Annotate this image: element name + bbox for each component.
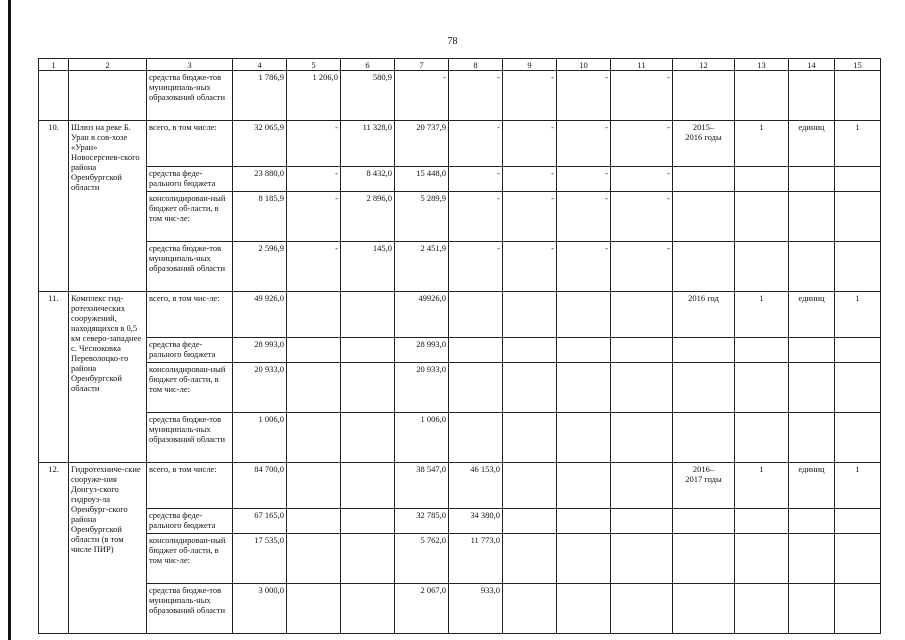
amount-c4: 67 165,0 [233, 509, 287, 534]
amount-c11 [611, 292, 673, 338]
page-edge-bar [8, 0, 11, 640]
cell-empty [835, 338, 881, 363]
cell-empty [735, 242, 789, 292]
cell-empty [789, 338, 835, 363]
amount-c11: - [611, 192, 673, 242]
funding-source: средства феде-рального бюджета [147, 509, 233, 534]
amount-c6 [341, 413, 395, 463]
amount-c9 [503, 463, 557, 509]
column-number-6: 6 [341, 59, 395, 71]
amount-c4: 8 185,9 [233, 192, 287, 242]
funding-source: средства бюдже-тов муниципаль-ных образований области [147, 413, 233, 463]
funding-source: всего, в том числе: [147, 121, 233, 167]
implementation-period: 2016– 2017 годы [673, 463, 735, 509]
amount-c8: 933,0 [449, 584, 503, 634]
amount-c5: - [287, 121, 341, 167]
amount-c6: 580,9 [341, 71, 395, 121]
cell-empty [835, 242, 881, 292]
cell-empty [735, 584, 789, 634]
quantity: 1 [735, 121, 789, 167]
unit: единиц [789, 121, 835, 167]
cell-empty [835, 413, 881, 463]
cell-empty [789, 534, 835, 584]
cell-empty [789, 242, 835, 292]
amount-c6: 145,0 [341, 242, 395, 292]
amount-c6 [341, 463, 395, 509]
amount-c11 [611, 509, 673, 534]
amount-c7: 1 006,0 [395, 413, 449, 463]
amount-c4: 1 006,0 [233, 413, 287, 463]
amount-c11: - [611, 71, 673, 121]
page-number: 78 [447, 36, 458, 47]
amount-c7: 28 993,0 [395, 338, 449, 363]
amount-c9: - [503, 121, 557, 167]
cell-empty [789, 167, 835, 192]
amount-c8 [449, 363, 503, 413]
amount-c11 [611, 584, 673, 634]
cell-empty [673, 192, 735, 242]
amount-c8: 46 153,0 [449, 463, 503, 509]
quantity: 1 [735, 463, 789, 509]
amount-c4: 17 535,0 [233, 534, 287, 584]
cell-empty [735, 167, 789, 192]
amount-c8: - [449, 192, 503, 242]
amount-c6: 11 328,0 [341, 121, 395, 167]
amount-c4: 84 700,0 [233, 463, 287, 509]
amount-c11: - [611, 121, 673, 167]
amount-c8 [449, 292, 503, 338]
funding-source: консолидирован-ный бюджет об-ласти, в том чис-ле: [147, 192, 233, 242]
amount-c8: - [449, 71, 503, 121]
table-row [39, 242, 881, 292]
amount-c7: 20 933,0 [395, 363, 449, 413]
table-row [39, 413, 881, 463]
column-number-10: 10 [557, 59, 611, 71]
cell-empty [789, 71, 835, 121]
amount-c7: 20 737,9 [395, 121, 449, 167]
amount-c11: - [611, 242, 673, 292]
cell-empty [673, 413, 735, 463]
cell-empty [835, 192, 881, 242]
table-row [39, 292, 881, 338]
table-body [39, 59, 881, 634]
cell-empty [789, 363, 835, 413]
amount-c9 [503, 509, 557, 534]
amount-c8: 34 380,0 [449, 509, 503, 534]
amount-c11 [611, 413, 673, 463]
column-15-value: 1 [835, 121, 881, 167]
amount-c6 [341, 509, 395, 534]
amount-c5 [287, 584, 341, 634]
amount-c10: - [557, 121, 611, 167]
amount-c7: 49926,0 [395, 292, 449, 338]
column-15-value: 1 [835, 463, 881, 509]
funding-source: средства бюдже-тов муниципаль-ных образований области [147, 71, 233, 121]
funding-source: средства феде-рального бюджета [147, 167, 233, 192]
amount-c4: 1 786,9 [233, 71, 287, 121]
amount-c7: 2 067,0 [395, 584, 449, 634]
amount-c5: - [287, 192, 341, 242]
funding-source: всего, в том числе: [147, 463, 233, 509]
object-name: Комплекс гид-ротехнических сооружений, находящихся в 0,5 км северо-западнее с. Чесноковка Переволоцко-го района Оренбургской области [69, 292, 147, 463]
amount-c5 [287, 413, 341, 463]
column-number-1: 1 [39, 59, 69, 71]
cell-empty [735, 363, 789, 413]
amount-c4: 2 596,9 [233, 242, 287, 292]
amount-c11 [611, 338, 673, 363]
implementation-period: 2015– 2016 годы [673, 121, 735, 167]
cell-empty [789, 413, 835, 463]
amount-c9 [503, 584, 557, 634]
amount-c9: - [503, 167, 557, 192]
cell-empty [735, 413, 789, 463]
amount-c5 [287, 534, 341, 584]
column-number-12: 12 [673, 59, 735, 71]
table-row [39, 338, 881, 363]
implementation-period: 2016 год [673, 292, 735, 338]
column-number-3: 3 [147, 59, 233, 71]
cell-empty [673, 534, 735, 584]
amount-c10 [557, 463, 611, 509]
amount-c5 [287, 292, 341, 338]
amount-c5 [287, 363, 341, 413]
amount-c7: - [395, 71, 449, 121]
column-number-4: 4 [233, 59, 287, 71]
amount-c8 [449, 338, 503, 363]
table-row [39, 584, 881, 634]
amount-c10 [557, 413, 611, 463]
amount-c7: 15 448,0 [395, 167, 449, 192]
amount-c10: - [557, 167, 611, 192]
amount-c10 [557, 363, 611, 413]
column-number-13: 13 [735, 59, 789, 71]
amount-c11 [611, 463, 673, 509]
amount-c5: - [287, 167, 341, 192]
cell-empty [69, 71, 147, 121]
cell-empty [789, 192, 835, 242]
column-number-2: 2 [69, 59, 147, 71]
funding-source: средства феде-рального бюджета [147, 338, 233, 363]
amount-c10 [557, 509, 611, 534]
column-number-5: 5 [287, 59, 341, 71]
amount-c4: 20 933,0 [233, 363, 287, 413]
amount-c9 [503, 338, 557, 363]
amount-c6 [341, 534, 395, 584]
table-row [39, 192, 881, 242]
unit: единиц [789, 292, 835, 338]
amount-c8: - [449, 167, 503, 192]
cell-empty [835, 509, 881, 534]
cell-empty [673, 167, 735, 192]
quantity: 1 [735, 292, 789, 338]
table-row [39, 509, 881, 534]
column-number-15: 15 [835, 59, 881, 71]
column-number-11: 11 [611, 59, 673, 71]
amount-c4: 32 065,9 [233, 121, 287, 167]
funding-source: консолидирован-ный бюджет об-ласти, в том чис-ле: [147, 534, 233, 584]
column-number-14: 14 [789, 59, 835, 71]
object-name: Гидротехниче-ские сооруже-ния Донгуз-ского гидроуз-ла Оренбург-ского района Оренбургской области (в том числе ПИР) [69, 463, 147, 634]
amount-c4: 3 000,0 [233, 584, 287, 634]
unit: единиц [789, 463, 835, 509]
column-number-row [39, 59, 881, 71]
budget-table [38, 58, 881, 634]
amount-c6 [341, 363, 395, 413]
amount-c6 [341, 338, 395, 363]
cell-empty [673, 509, 735, 534]
cell-empty [735, 192, 789, 242]
amount-c4: 49 926,0 [233, 292, 287, 338]
funding-source: средства бюдже-тов муниципаль-ных образований области [147, 584, 233, 634]
amount-c8: - [449, 242, 503, 292]
amount-c10: - [557, 242, 611, 292]
table-row [39, 363, 881, 413]
cell-empty [673, 242, 735, 292]
column-number-8: 8 [449, 59, 503, 71]
amount-c6 [341, 292, 395, 338]
amount-c6: 8 432,0 [341, 167, 395, 192]
cell-empty [835, 71, 881, 121]
amount-c9: - [503, 192, 557, 242]
row-number: 10. [39, 121, 69, 292]
table-row [39, 167, 881, 192]
amount-c10 [557, 338, 611, 363]
amount-c9: - [503, 71, 557, 121]
amount-c6: 2 896,0 [341, 192, 395, 242]
cell-empty [735, 509, 789, 534]
amount-c7: 32 785,0 [395, 509, 449, 534]
amount-c5: - [287, 242, 341, 292]
cell-empty [673, 363, 735, 413]
cell-empty [673, 338, 735, 363]
funding-source: средства бюдже-тов муниципаль-ных образований области [147, 242, 233, 292]
funding-source: консолидирован-ный бюджет об-ласти, в том чис-ле: [147, 363, 233, 413]
amount-c11 [611, 534, 673, 584]
column-number-7: 7 [395, 59, 449, 71]
cell-empty [735, 338, 789, 363]
amount-c10 [557, 584, 611, 634]
table-row [39, 71, 881, 121]
amount-c10: - [557, 71, 611, 121]
row-number: 11. [39, 292, 69, 463]
amount-c9: - [503, 242, 557, 292]
amount-c5: 1 206,0 [287, 71, 341, 121]
funding-source: всего, в том чис-ле: [147, 292, 233, 338]
amount-c5 [287, 509, 341, 534]
amount-c11 [611, 363, 673, 413]
column-number-9: 9 [503, 59, 557, 71]
amount-c9 [503, 413, 557, 463]
amount-c9 [503, 534, 557, 584]
amount-c7: 5 762,0 [395, 534, 449, 584]
amount-c8: - [449, 121, 503, 167]
amount-c4: 23 880,0 [233, 167, 287, 192]
amount-c10 [557, 534, 611, 584]
amount-c7: 5 289,9 [395, 192, 449, 242]
amount-c9 [503, 292, 557, 338]
amount-c9 [503, 363, 557, 413]
cell-empty [835, 363, 881, 413]
row-number: 12. [39, 463, 69, 634]
cell-empty [789, 584, 835, 634]
amount-c10 [557, 292, 611, 338]
cell-empty [735, 71, 789, 121]
amount-c7: 38 547,0 [395, 463, 449, 509]
cell-empty [673, 584, 735, 634]
object-name: Шлюз на реке Б. Уран в сов-хозе «Уран» Новосергиев-ского района Оренбургской области [69, 121, 147, 292]
amount-c10: - [557, 192, 611, 242]
cell-empty [789, 509, 835, 534]
cell-empty [39, 71, 69, 121]
cell-empty [735, 534, 789, 584]
amount-c8 [449, 413, 503, 463]
cell-empty [835, 167, 881, 192]
table-row [39, 121, 881, 167]
table-row [39, 534, 881, 584]
amount-c7: 2 451,9 [395, 242, 449, 292]
column-15-value: 1 [835, 292, 881, 338]
amount-c5 [287, 338, 341, 363]
cell-empty [673, 71, 735, 121]
amount-c5 [287, 463, 341, 509]
amount-c11: - [611, 167, 673, 192]
amount-c8: 11 773,0 [449, 534, 503, 584]
amount-c4: 28 993,0 [233, 338, 287, 363]
table-row [39, 463, 881, 509]
amount-c6 [341, 584, 395, 634]
cell-empty [835, 534, 881, 584]
cell-empty [835, 584, 881, 634]
